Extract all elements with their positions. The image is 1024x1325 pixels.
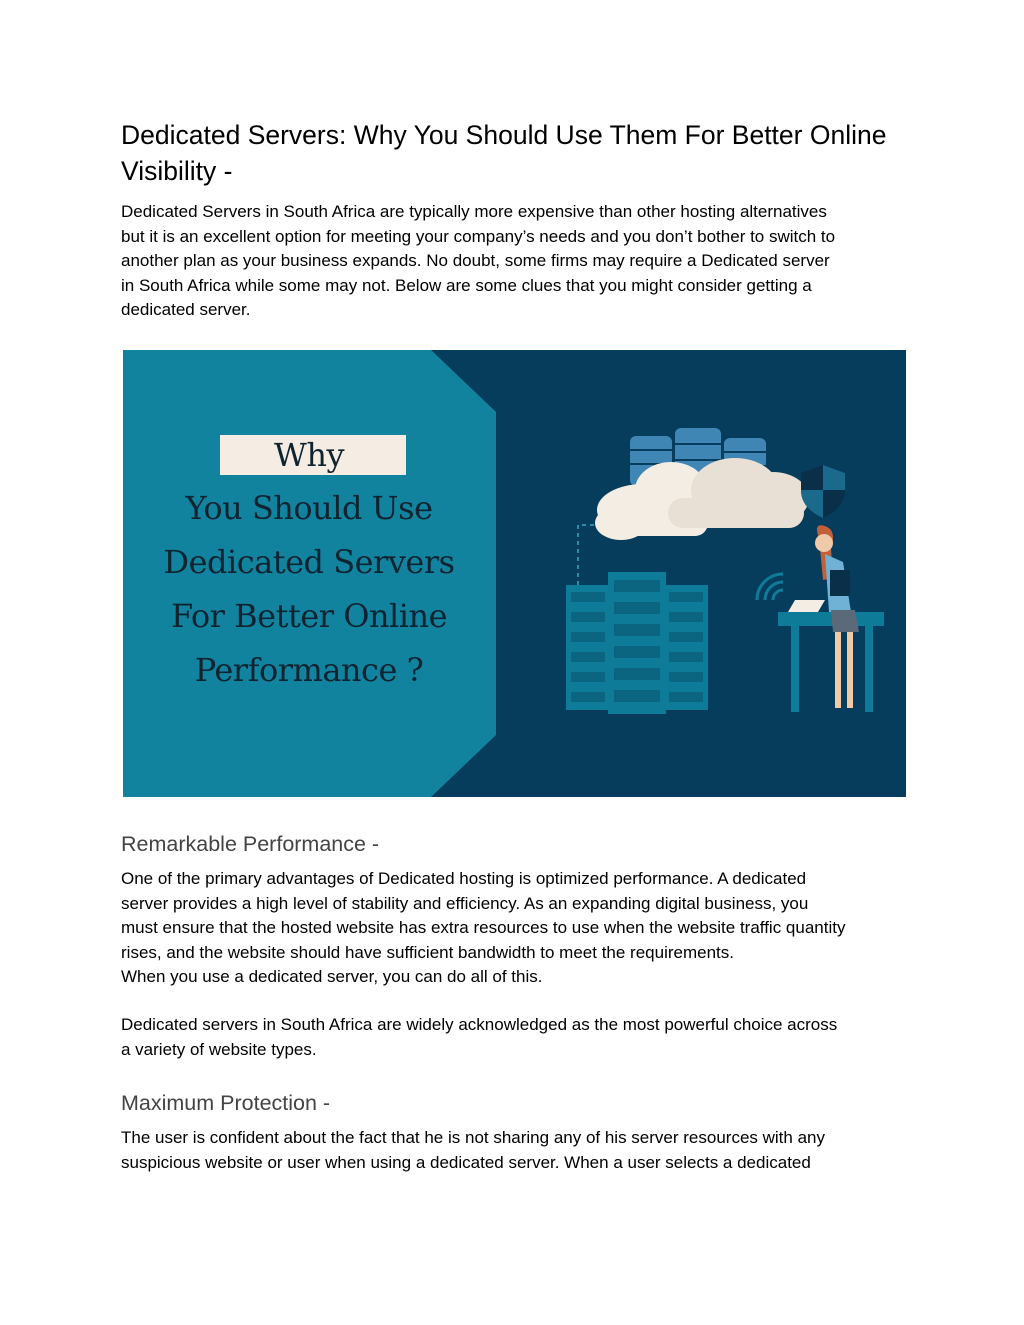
intro-paragraph xyxy=(121,200,911,323)
paragraph-line: The user is confident about the fact that he is not sharing any of his server resources with any xyxy=(121,1128,825,1147)
hero-illustration xyxy=(123,350,906,797)
paragraph-line: suspicious website or user when using a dedicated server. When a user selects a dedicated xyxy=(121,1152,811,1172)
hero-line-2: You Should Use xyxy=(185,489,433,527)
hero-line-5: Performance ? xyxy=(194,651,424,689)
section-heading-protection: Maximum Protection - xyxy=(121,1091,331,1115)
intro-line: Dedicated Servers in South Africa are typically more expensive than other hosting alternatives xyxy=(121,202,827,221)
paragraph-line: rises, and the website should have sufficient bandwidth to meet the requirements. xyxy=(121,942,734,962)
intro-line: in South Africa while some may not. Below are some clues that you might consider getting a xyxy=(121,275,812,295)
article-title-line-1: Dedicated Servers: Why You Should Use Them For Better Online xyxy=(121,120,887,150)
hero-line-4: For Better Online xyxy=(170,597,448,635)
paragraph-line: a variety of website types. xyxy=(121,1039,317,1059)
intro-line: dedicated server. xyxy=(121,300,251,319)
hero-line-1: Why xyxy=(273,436,345,474)
paragraph-line: When you use a dedicated server, you can do all of this. xyxy=(121,967,543,986)
paragraph-line: server provides a high level of stability and efficiency. As an expanding digital business, you xyxy=(121,893,809,913)
article-title-line-2: Visibility - xyxy=(121,156,233,186)
performance-paragraph-2 xyxy=(121,1013,911,1062)
paragraph-line: must ensure that the hosted website has extra resources to use when the website traffic quantity xyxy=(121,918,846,937)
section-heading-performance: Remarkable Performance - xyxy=(121,832,380,856)
paragraph-line: Dedicated servers in South Africa are widely acknowledged as the most powerful choice across xyxy=(121,1015,838,1034)
performance-paragraph-1 xyxy=(121,867,911,990)
protection-paragraph-1 xyxy=(121,1126,911,1175)
intro-line: another plan as your business expands. No doubt, some firms may require a Dedicated server xyxy=(121,251,830,270)
intro-line: but it is an excellent option for meeting your company’s needs and you don’t bother to switch to xyxy=(121,226,836,246)
hero-line-3: Dedicated Servers xyxy=(163,543,455,581)
paragraph-line: One of the primary advantages of Dedicated hosting is optimized performance. A dedicated xyxy=(121,869,807,888)
article-title xyxy=(121,117,911,189)
